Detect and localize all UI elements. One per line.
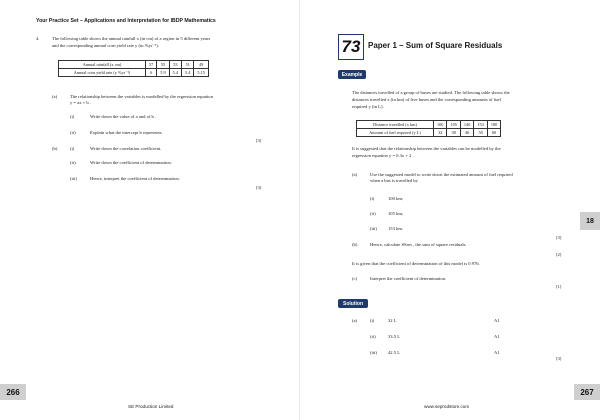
item-num: (i) (70, 114, 75, 119)
page-number: 267 (580, 387, 594, 397)
example-intro-3: required y (in L). (352, 104, 384, 109)
chapter-number: 18 (586, 217, 594, 225)
coefficient-text: It is given that the coefficient of determination of this model is 0.976. (352, 261, 480, 266)
table-cell: 51 (182, 61, 194, 69)
footer-website: www.seprodstore.com (424, 404, 470, 409)
solution-answer: 33.5 L (388, 334, 400, 339)
part-a-label: (a) (52, 94, 58, 99)
sub-item-num: (ii) (370, 211, 376, 216)
part-a-text-2: when a bus is travelled by (370, 178, 418, 183)
table-cell: 32 (434, 129, 447, 137)
table-cell: 50 (474, 129, 487, 137)
table-cell: 60 (487, 129, 500, 137)
question-intro-line-2: and the corresponding annual corn yield rate y (in %yr⁻¹). (52, 43, 159, 48)
row-label: Amount of fuel required (y L) (357, 129, 434, 137)
chapter-side-tab (580, 212, 600, 230)
marks-b: [2] (556, 252, 562, 257)
table-cell: 6 (146, 69, 157, 77)
part-b-label: (b) (52, 146, 58, 151)
marks-solution: [3] (556, 356, 562, 361)
table-row (357, 121, 501, 129)
part-b-text: Hence, calculate SSres , the sum of square residuals. (370, 242, 467, 247)
part-c-text: Interpret the coefficient of determination. (370, 276, 447, 281)
solution-answer: 32 L (388, 318, 397, 323)
part-a-text-1: Use the suggested model to write down the estimated amount of fuel required (370, 172, 513, 177)
marks-c: [1] (556, 284, 562, 289)
part-c-label: (c) (352, 276, 358, 281)
solution-label-text: Solution (343, 300, 363, 307)
solution-label (338, 299, 368, 308)
table-cell: 49 (194, 61, 209, 69)
part-a-text-1: The relationship between the variables is modelled by the regression equation (70, 94, 213, 99)
table-cell: 153 (474, 121, 487, 129)
model-text-2: regression equation y = 0.3x + 2 . (352, 153, 414, 158)
footer-publisher: SE Production Limited (128, 404, 174, 409)
sub-item-text: 105 km; (388, 211, 404, 216)
example-label (338, 70, 366, 79)
solution-mark: A1 (494, 350, 500, 355)
rainfall-table (58, 60, 209, 77)
table-cell: 53 (169, 61, 181, 69)
page-divider (299, 0, 300, 420)
sub-item-num: (iii) (370, 226, 377, 231)
page-title: Paper 1 – Sum of Square Residuals (368, 41, 503, 50)
part-b-label: (b) (352, 242, 358, 247)
sub-item-text: 153 km. (388, 226, 404, 231)
example-label-text: Example (341, 71, 363, 78)
item-text: Write down the correlation coefficient. (90, 146, 162, 151)
table-cell: 140 (460, 121, 473, 129)
item-num: (ii) (70, 160, 76, 165)
table-cell: 180 (487, 121, 500, 129)
table-cell: 5.4 (169, 69, 181, 77)
part-a-text-2: y = ax + b . (70, 100, 92, 105)
part-a-label: (a) (352, 172, 358, 177)
marks-b: [3] (256, 185, 262, 190)
row-label: Annual rainfall (x cm) (59, 61, 146, 69)
item-text: Write down the value of a and of b . (90, 114, 157, 119)
row-label: Distance travelled (x km) (357, 121, 434, 129)
item-text: Explain what the intercept b represents. (90, 130, 163, 135)
table-cell: 5.4 (182, 69, 194, 77)
solution-answer: 42.5 L (388, 350, 400, 355)
page-number: 266 (6, 387, 20, 397)
running-header: Your Practice Set – Applications and Interpretation for IBDP Mathematics (36, 18, 216, 24)
solution-num: (ii) (370, 334, 376, 339)
example-intro-1: The distances travelled of a group of buses are studied. The following table shows the (352, 90, 510, 95)
item-num: (iii) (70, 176, 77, 181)
fuel-table (356, 120, 501, 137)
solution-part-label: (a) (352, 318, 358, 323)
topic-number: 73 (341, 37, 361, 56)
item-num: (i) (70, 146, 75, 151)
solution-num: (i) (370, 318, 375, 323)
question-intro-line-1: The following table shows the annual rainfall x (in cm) of a region in 5 different years (52, 36, 211, 41)
table-cell: 55 (157, 61, 169, 69)
table-cell: 100 (434, 121, 447, 129)
table-row (59, 69, 209, 77)
item-text: Write down the coefficient of determination. (90, 160, 172, 165)
table-cell: 5.9 (157, 69, 169, 77)
page-number-box (0, 384, 26, 400)
example-intro-2: distances travelled x (in km) of five buses and the corresponding amounts of fuel (352, 97, 501, 102)
table-row (357, 129, 501, 137)
sub-item-num: (i) (370, 196, 375, 201)
solution-mark: A1 (494, 318, 500, 323)
marks-a: [3] (256, 138, 262, 143)
topic-badge (338, 34, 364, 60)
model-text-1: It is suggested that the relationship between the variables can be modelled by the (352, 146, 501, 151)
marks-a: [3] (556, 235, 562, 240)
sub-item-text: 100 km; (388, 196, 404, 201)
table-cell: 38 (447, 129, 460, 137)
question-number: 4. (36, 36, 40, 41)
solution-num: (iii) (370, 350, 377, 355)
table-row (59, 61, 209, 69)
table-cell: 46 (460, 129, 473, 137)
item-text: Hence, interpret the coefficient of determination. (90, 176, 180, 181)
item-num: (ii) (70, 130, 76, 135)
table-cell: 57 (146, 61, 157, 69)
solution-mark: A1 (494, 334, 500, 339)
page-number-box (574, 384, 600, 400)
table-cell: 5.15 (194, 69, 209, 77)
row-label: Annual corn yield rate (y %yr⁻¹) (59, 69, 146, 77)
table-cell: 105 (447, 121, 460, 129)
